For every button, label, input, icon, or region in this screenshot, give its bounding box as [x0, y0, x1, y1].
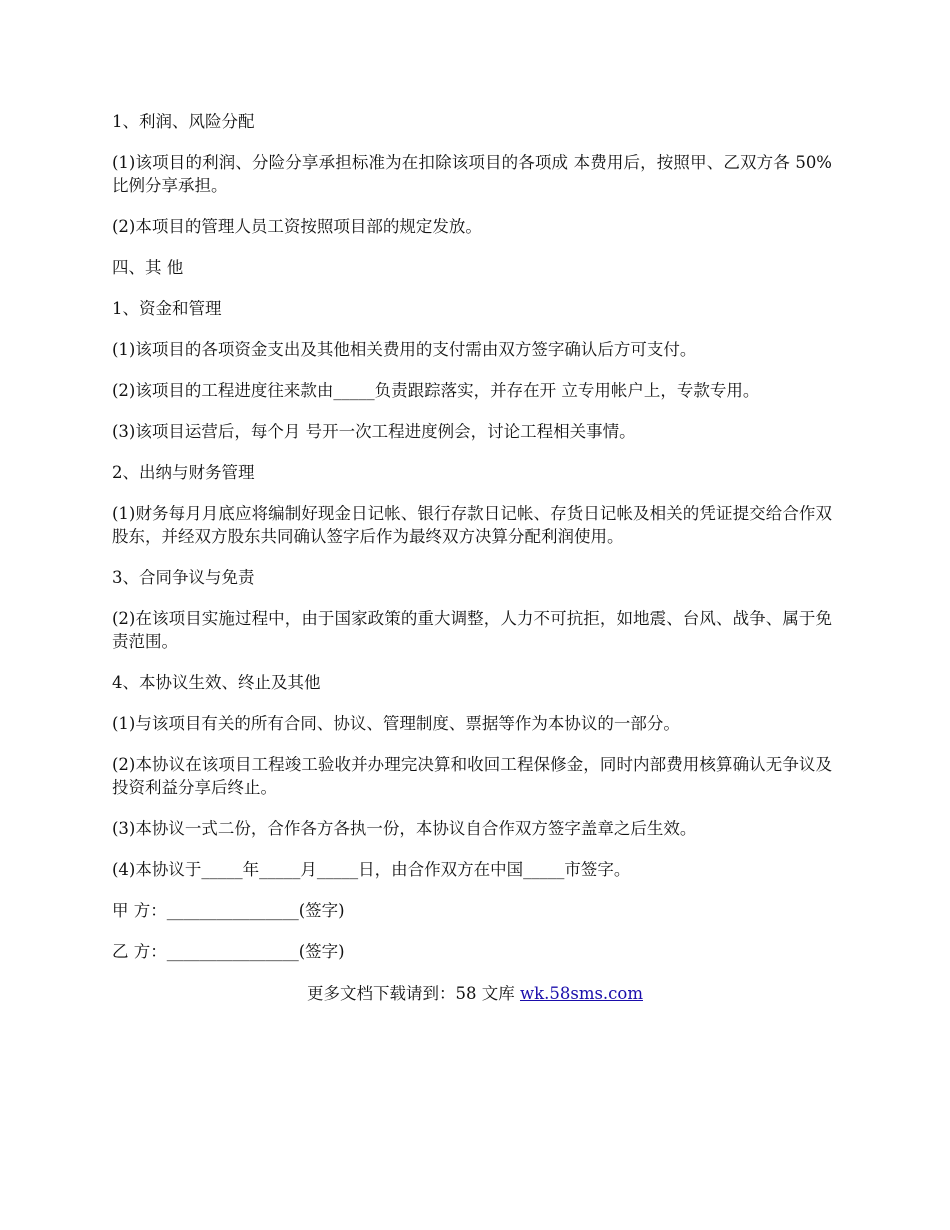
footer [0, 982, 950, 1005]
paragraph-profit-sharing: (1)该项目的利润、分险分享承担标准为在扣除该项目的各项成 本费用后，按照甲、乙双方各 50%比例分享承担。 [112, 153, 832, 195]
section-heading-disputes: 3、合同争议与免责 [112, 568, 255, 587]
paragraph-copies: (3)本协议一式二份，合作各方各执一份，本协议自合作双方签字盖章之后生效。 [112, 819, 697, 838]
paragraph-signing-date: (4)本协议于_____年_____月_____日，由合作双方在中国_____市签字。 [112, 860, 631, 879]
footer-text: 更多文档下载请到：58 文库 [306, 984, 520, 1003]
section-heading-other: 四、其 他 [112, 258, 184, 277]
signature-party-a: 甲 方：________________(签字) [112, 901, 345, 920]
paragraph-termination: (2)本协议在该项目工程竣工验收并办理完决算和收回工程保修金，同时内部费用核算确认无争议及投资利益分享后终止。 [112, 755, 832, 797]
section-heading-profit-risk: 1、利润、风险分配 [112, 112, 255, 131]
paragraph-progress-meeting: (3)该项目运营后，每个月 号开一次工程进度例会，讨论工程相关事情。 [112, 422, 636, 441]
paragraph-finance-reports: (1)财务每月月底应将编制好现金日记帐、银行存款日记帐、存货日记帐及相关的凭证提交给合作双股东，并经双方股东共同确认签字后作为最终双方决算分配利润使用。 [112, 504, 832, 546]
section-heading-funds-management: 1、资金和管理 [112, 299, 222, 318]
paragraph-related-documents: (1)与该项目有关的所有合同、协议、管理制度、票据等作为本协议的一部分。 [112, 714, 680, 733]
paragraph-salary: (2)本项目的管理人员工资按照项目部的规定发放。 [112, 217, 482, 236]
document-body [112, 110, 832, 981]
signature-party-b: 乙 方：________________(签字) [112, 942, 345, 961]
paragraph-progress-payment: (2)该项目的工程进度往来款由_____负责跟踪落实，并存在开 立专用帐户上，专款专用。 [112, 381, 760, 400]
paragraph-funds-payment: (1)该项目的各项资金支出及其他相关费用的支付需由双方签字确认后方可支付。 [112, 340, 697, 359]
section-heading-effectiveness: 4、本协议生效、终止及其他 [112, 673, 321, 692]
section-heading-finance: 2、出纳与财务管理 [112, 463, 255, 482]
paragraph-force-majeure: (2)在该项目实施过程中，由于国家政策的重大调整，人力不可抗拒，如地震、台风、战争、属于免责范围。 [112, 609, 832, 651]
footer-link[interactable]: wk.58sms.com [519, 984, 643, 1003]
